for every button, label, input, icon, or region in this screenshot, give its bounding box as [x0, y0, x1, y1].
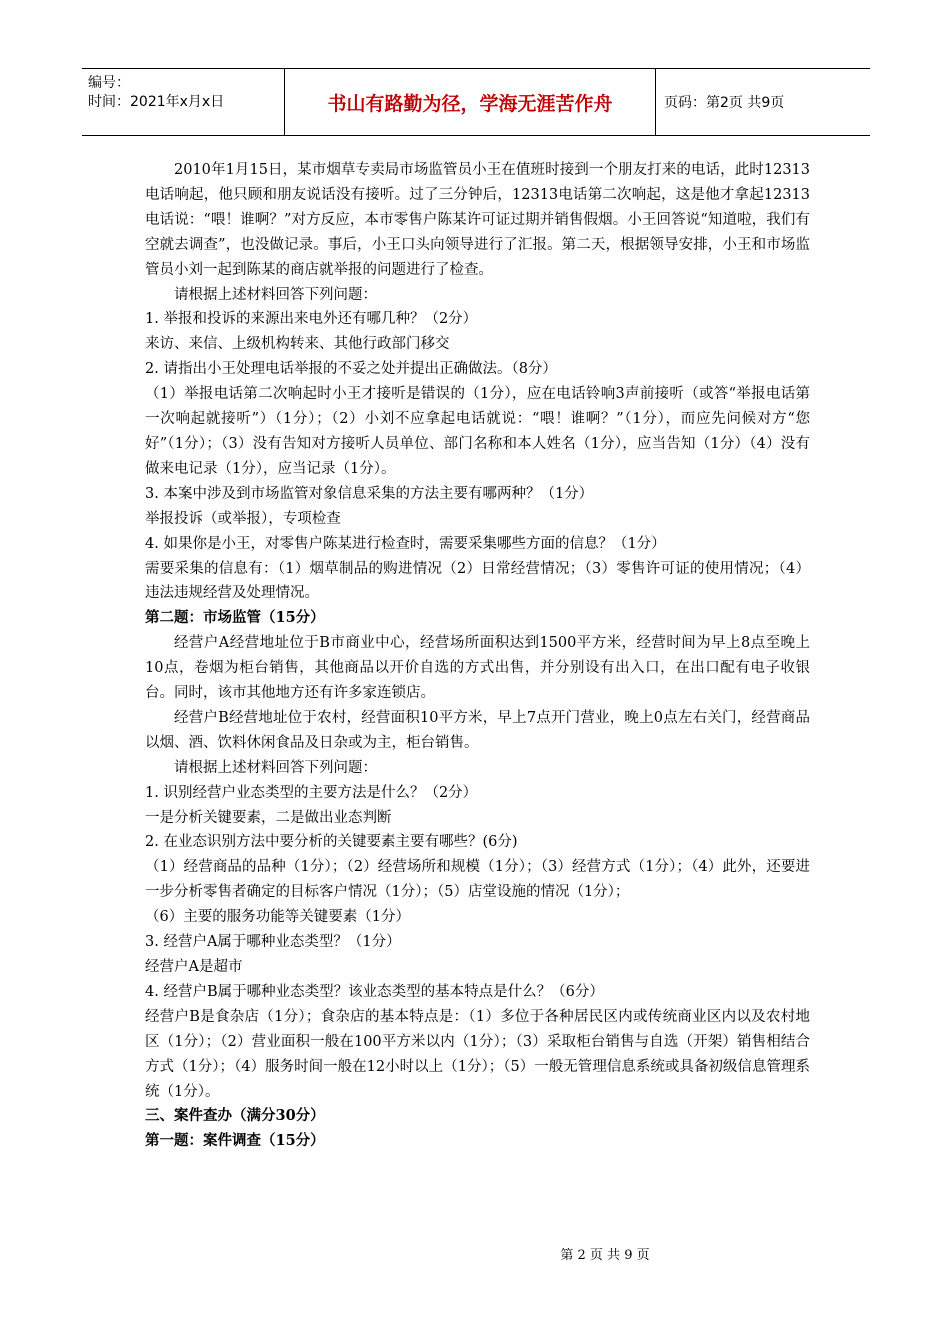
paragraph: 3. 本案中涉及到市场监管对象信息采集的方法主要有哪两种？（1分）: [145, 485, 594, 502]
paragraph: 请根据上述材料回答下列问题：: [174, 286, 377, 303]
paragraph: （6）主要的服务功能等关键要素（1分）: [145, 909, 410, 926]
header-motto: 书山有路勤为径，学海无涯苦作舟: [284, 69, 656, 135]
paragraph: 3. 经营户A属于哪种业态类型？（1分）: [145, 934, 401, 951]
paragraph: 经营户B是食杂店（1分）；食杂店的基本特点是：（1）多位于各种居民区内或传统商业区内以及农村地区（1分）；（2）营业面积一般在100平方米以内（1分）；（3）采取柜台销售与自选（开架）销售相结合方式（1分）；（4）服务时间一般在12小时以上（1分）；（5）一般无管理信息系统或具备初级信息管理系统（1分）。: [145, 1008, 810, 1100]
section-heading: 第一题：案件调查（15分）: [145, 1132, 325, 1150]
paragraph: （1）举报电话第二次响起时小王才接听是错误的（1分），应在电话铃响3声前接听（或答“举报电话第一次响起就接听”）（1分）；（2）小刘不应拿起电话就说：“喂！谁啊？”（1分），而应先问候对方“您好”（1分）；（3）没有告知对方接听人员单位、部门名称和本人姓名（1分），应当告知（1分）（4）没有做来电记录（1分），应当记录（1分）。: [145, 386, 810, 477]
header-meta: [82, 69, 284, 135]
paragraph: 经营户A是超市: [145, 959, 243, 975]
paragraph: 经营户A经营地址位于B市商业中心，经营场所面积达到1500平方米，经营时间为早上8点至晚上10点，卷烟为柜台销售，其他商品以开价自选的方式出售，并分别设有出入口，在出口配有电子收银台。同时，该市其他地方还有许多家连锁店。: [145, 635, 810, 702]
paragraph: 一是分析关键要素，二是做出业态判断: [145, 809, 392, 826]
document-date: 时间：2021年x月x日: [88, 94, 225, 110]
paragraph: 1. 举报和投诉的来源出来电外还有哪几种？（2分）: [145, 311, 478, 328]
section-heading: 第二题：市场监管（15分）: [145, 609, 325, 627]
paragraph: 2. 在业态识别方法中要分析的关键要素主要有哪些？(6分): [145, 834, 518, 851]
paragraph: 来访、来信、上级机构转来、其他行政部门移交: [145, 336, 450, 353]
document-body: [145, 158, 810, 1154]
paragraph: （1）经营商品的品种（1分）；（2）经营场所和规模（1分）；（3）经营方式（1分）；（4）此外，还要进一步分析零售者确定的目标客户情况（1分）；（5）店堂设施的情况（1分）；: [145, 859, 810, 901]
paragraph: 请根据上述材料回答下列问题：: [174, 759, 377, 776]
paragraph: 举报投诉（或举报），专项检查: [145, 510, 341, 527]
paragraph: 1. 识别经营户业态类型的主要方法是什么？（2分）: [145, 784, 478, 801]
paragraph: 2. 请指出小王处理电话举报的不妥之处并提出正确做法。（8分）: [145, 361, 557, 378]
document-number-label: 编号：: [88, 75, 130, 91]
section-heading: 三、案件查办（满分30分）: [145, 1107, 325, 1125]
page-footer: 第 2 页 共 9 页: [560, 1248, 650, 1263]
paragraph: 4. 如果你是小王，对零售户陈某进行检查时，需要采集哪些方面的信息？（1分）: [145, 535, 666, 552]
paragraph: 需要采集的信息有：（1）烟草制品的购进情况（2）日常经营情况；（3）零售许可证的使用情况；（4）违法违规经营及处理情况。: [145, 560, 810, 602]
header-page-info: 页码：第2页 共9页: [664, 95, 785, 111]
paragraph: 2010年1月15日，某市烟草专卖局市场监管员小王在值班时接到一个朋友打来的电话，此时12313电话响起，他只顾和朋友说话没有接听。过了三分钟后，12313电话第二次响起，这是他才拿起12313电话说：“喂！谁啊？”对方反应，本市零售户陈某许可证过期并销售假烟。小王回答说“知道啦，我们有空就去调查”，也没做记录。事后，小王口头向领导进行了汇报。第二天，根据领导安排，小王和市场监管员小刘一起到陈某的商店就举报的问题进行了检查。: [145, 162, 810, 278]
paragraph: 经营户B经营地址位于农村，经营面积10平方米，早上7点开门营业，晚上0点左右关门，经营商品以烟、酒、饮料休闲食品及日杂或为主，柜台销售。: [145, 709, 810, 751]
paragraph: 4. 经营户B属于哪种业态类型？该业态类型的基本特点是什么？（6分）: [145, 983, 604, 1000]
page-header: [82, 68, 870, 136]
